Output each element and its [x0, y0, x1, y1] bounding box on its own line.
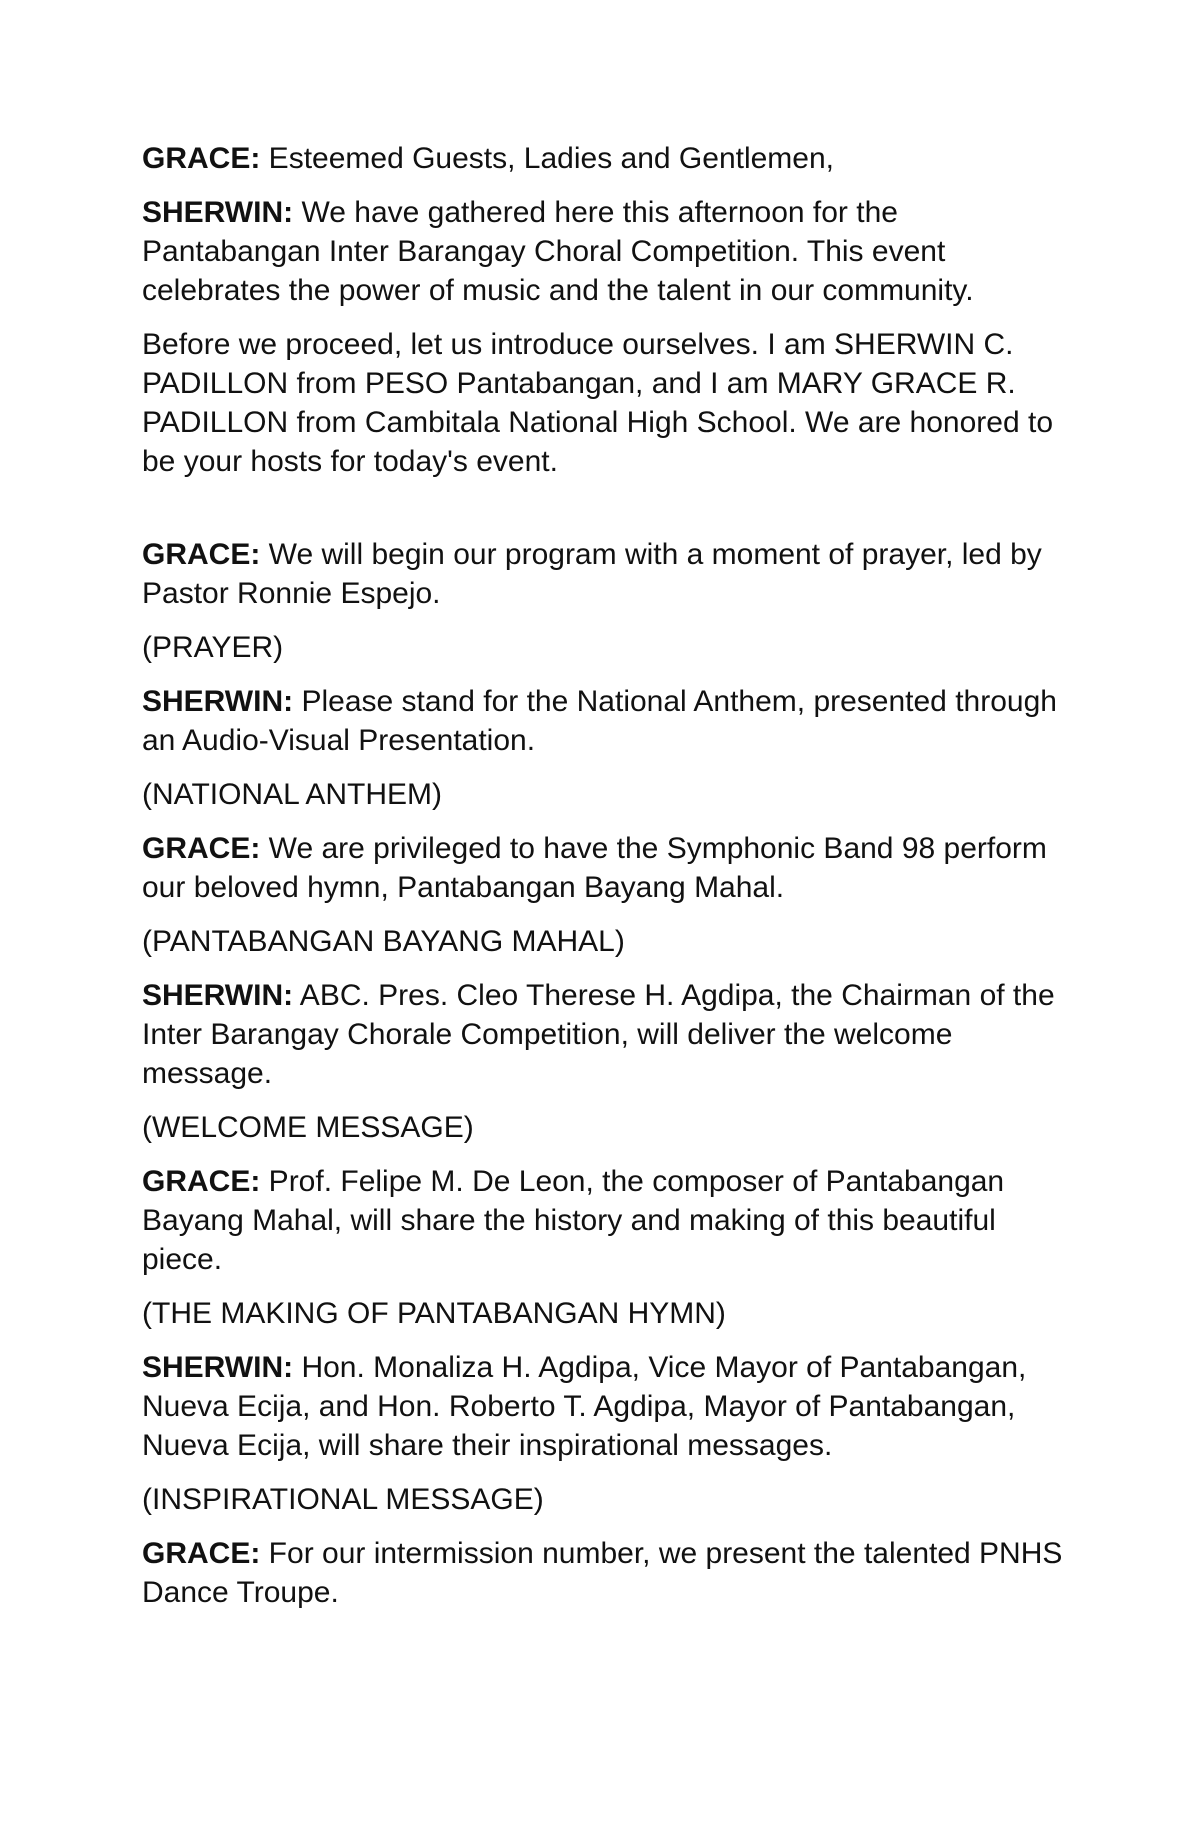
stage-direction [142, 1108, 1072, 1147]
speaker-label: GRACE: [142, 1537, 261, 1570]
speaker-label: GRACE: [142, 832, 261, 865]
line-text: We have gathered here this afternoon for the Pantabangan Inter Barangay Choral Competition. This event celebrates the power of music and the talent in our community. [142, 196, 974, 307]
stage-direction [142, 628, 1072, 667]
line-text: Esteemed Guests, Ladies and Gentlemen, [260, 142, 835, 175]
script-line [142, 193, 1072, 310]
line-text: Before we proceed, let us introduce ourselves. I am SHERWIN C. PADILLON from PESO Pantabangan, and I am MARY GRACE R. PADILLON from Cambitala National High School. We are honored to be your hosts for today's event. [142, 328, 1054, 478]
speaker-label: SHERWIN: [142, 1351, 294, 1384]
speaker-label: GRACE: [142, 142, 261, 175]
line-text: Hon. Monaliza H. Agdipa, Vice Mayor of Pantabangan, Nueva Ecija, and Hon. Roberto T. Agdipa, Mayor of Pantabangan, Nueva Ecija, will share their inspirational messages. [142, 1351, 1027, 1462]
line-text: For our intermission number, we present the talented PNHS Dance Troupe. [142, 1537, 1063, 1609]
line-text: We are privileged to have the Symphonic Band 98 perform our beloved hymn, Pantabangan Bayang Mahal. [142, 832, 1047, 904]
speaker-label: SHERWIN: [142, 196, 294, 229]
script-line [142, 1162, 1072, 1279]
line-text: (PRAYER) [142, 631, 284, 664]
script-line [142, 325, 1072, 481]
stage-direction [142, 1480, 1072, 1519]
line-text: We will begin our program with a moment of prayer, led by Pastor Ronnie Espejo. [142, 538, 1042, 610]
line-text: (NATIONAL ANTHEM) [142, 778, 443, 811]
script-line [142, 682, 1072, 760]
line-text: (INSPIRATIONAL MESSAGE) [142, 1483, 544, 1516]
speaker-label: GRACE: [142, 538, 261, 571]
stage-direction [142, 922, 1072, 961]
line-text: ABC. Pres. Cleo Therese H. Agdipa, the Chairman of the Inter Barangay Chorale Competition, will deliver the welcome message. [142, 979, 1055, 1090]
line-text: (THE MAKING OF PANTABANGAN HYMN) [142, 1297, 726, 1330]
script-line [142, 1534, 1072, 1612]
stage-direction [142, 775, 1072, 814]
script-line [142, 976, 1072, 1093]
script-line [142, 1348, 1072, 1465]
speaker-label: SHERWIN: [142, 979, 294, 1012]
script-line [142, 535, 1072, 613]
speaker-label: GRACE: [142, 1165, 261, 1198]
line-text: Prof. Felipe M. De Leon, the composer of Pantabangan Bayang Mahal, will share the history and making of this beautiful piece. [142, 1165, 1005, 1276]
stage-direction [142, 1294, 1072, 1333]
script-line [142, 139, 1072, 178]
line-text: (PANTABANGAN BAYANG MAHAL) [142, 925, 625, 958]
speaker-label: SHERWIN: [142, 685, 294, 718]
line-text: (WELCOME MESSAGE) [142, 1111, 474, 1144]
line-text: Please stand for the National Anthem, presented through an Audio-Visual Presentation. [142, 685, 1057, 757]
script-line [142, 829, 1072, 907]
program-script [142, 139, 1072, 1627]
